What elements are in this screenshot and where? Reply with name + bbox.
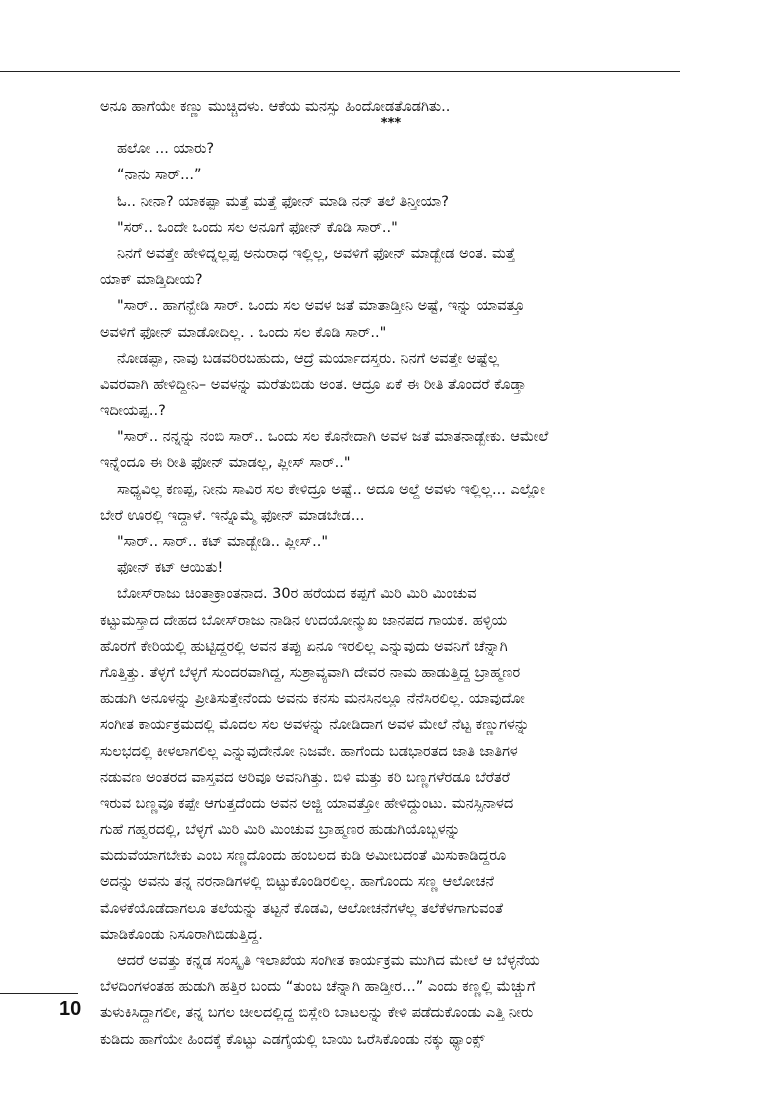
text-line: ಗುಹೆ ಗಹ್ವರದಲ್ಲಿ, ಬೆಳ್ಳಗೆ ಮಿರಿ ಮಿರಿ ಮಿಂಚುವ ಬ್ರಾಹ್ಮಣರ ಹುಡುಗಿಯೊಬ್ಬಳನ್ನು bbox=[100, 822, 461, 839]
text-line: ಅವಳಿಗೆ ಫೋನ್ ಮಾಡೋದಿಲ್ಲ. . ಒಂದು ಸಲ ಕೊಡಿ ಸಾರ್.." bbox=[100, 324, 387, 341]
body-text bbox=[100, 94, 682, 1053]
text-line: ನಿನಗೆ ಅವತ್ತೇ ಹೇಳಿದ್ನಲ್ಲಪ್ಪ ಅನುರಾಧ ಇಲ್ಲಿಲ್ಲ, ಅವಳಿಗೆ ಫೋನ್ ಮಾಡ್ಬೇಡ ಅಂತ. ಮತ್ತೆ bbox=[117, 245, 516, 262]
text-line: ಆದರೆ ಅವತ್ತು ಕನ್ನಡ ಸಂಸ್ಕೃತಿ ಇಲಾಖೆಯ ಸಂಗೀತ ಕಾರ್ಯಕ್ರಮ ಮುಗಿದ ಮೇಲೆ ಆ ಬೆಳ್ಳನೆಯ bbox=[117, 953, 540, 969]
section-break: *** bbox=[380, 116, 402, 132]
text-line: ಅದನ್ನು ಅವನು ತನ್ನ ನರನಾಡಿಗಳಲ್ಲಿ ಬಿಟ್ಟುಕೊಂಡಿರಲಿಲ್ಲ. ಹಾಗೊಂದು ಸಣ್ಣ ಆಲೋಚನೆ bbox=[100, 874, 494, 891]
text-line: ಹೊರಗೆ ಕೇರಿಯಲ್ಲಿ ಹುಟ್ಟಿದ್ದರಲ್ಲಿ ಅವನ ತಪ್ಪು ಏನೂ ಇರಲಿಲ್ಲ ಎನ್ನುವುದು ಅವನಿಗೆ ಚೆನ್ನಾಗಿ bbox=[100, 638, 508, 655]
text-line: "ಸಾರ್.. ನನ್ನನ್ನು ನಂಬಿ ಸಾರ್.. ಒಂದು ಸಲ ಕೊನೇದಾಗಿ ಅವಳ ಜತೆ ಮಾತನಾಡ್ಬೇಕು. ಆಮೇಲೆ bbox=[117, 429, 549, 446]
text-line: ಇನ್ನೆಂದೂ ಈ ರೀತಿ ಫೋನ್ ಮಾಡಲ್ಲ, ಪ್ಲೀಸ್ ಸಾರ್.." bbox=[100, 455, 351, 472]
text-line: ಮೊಳಕೆಯೊಡೆದಾಗಲೂ ತಲೆಯನ್ನು ತಟ್ಟನೆ ಕೊಡವಿ, ಆಲೋಚನೆಗಳೆಲ್ಲ ತಲೆಕೆಳಗಾಗುವಂತೆ bbox=[100, 900, 504, 917]
text-line: ವಿವರವಾಗಿ ಹೇಳಿದ್ದೀನಿ– ಅವಳನ್ನು ಮರೆತುಬಿಡು ಅಂತ. ಆದ್ರೂ ಏಕೆ ಈ ರೀತಿ ತೊಂದರೆ ಕೊಡ್ತಾ bbox=[100, 376, 527, 393]
text-line: ಮಾಡಿಕೊಂಡು ನಿಸೂರಾಗಿಬಿಡುತ್ತಿದ್ದ. bbox=[100, 926, 263, 943]
text-line: ಯಾಕ್ ಮಾಡ್ತಿದೀಯ? bbox=[100, 272, 203, 289]
text-line: ಓ.. ನೀನಾ? ಯಾಕಪ್ಪಾ ಮತ್ತೆ ಮತ್ತೆ ಫೋನ್ ಮಾಡಿ ನನ್ ತಲೆ ತಿನ್ತೀಯಾ? bbox=[117, 193, 449, 210]
text-line: ಬೇರೆ ಊರಲ್ಲಿ ಇದ್ದಾಳೆ. ಇನ್ನೊಮ್ಮೆ ಫೋನ್ ಮಾಡಬೇಡ... bbox=[100, 507, 365, 524]
text-line: ಗೊತ್ತಿತ್ತು. ತೆಳ್ಳಗೆ ಬೆಳ್ಳಗೆ ಸುಂದರವಾಗಿದ್ದ, ಸುಶ್ರಾವ್ಯವಾಗಿ ದೇವರ ನಾಮ ಹಾಡುತ್ತಿದ್ದ ಬ್ರಾಹ್ಮಣರ bbox=[100, 664, 521, 681]
text-line: "ಸಾರ್.. ಸಾರ್.. ಕಟ್ ಮಾಡ್ಬೇಡಿ.. ಪ್ಲೀಸ್.." bbox=[117, 534, 329, 550]
text-line: ಹಲೋ ... ಯಾರು? bbox=[117, 141, 215, 158]
text-line: “ನಾನು ಸಾರ್...” bbox=[117, 167, 202, 184]
text-line: ಕುಡಿದು ಹಾಗೆಯೇ ಹಿಂದಕ್ಕೆ ಕೊಟ್ಟು ಎಡಗೈಯಲ್ಲಿ ಬಾಯಿ ಒರೆಸಿಕೊಂಡು ನಕ್ಕು ಥ್ಯಾಂಕ್ಸ್ bbox=[100, 1031, 485, 1048]
text-line: ಮದುವೆಯಾಗಬೇಕು ಎಂಬ ಸಣ್ಣದೊಂದು ಹಂಬಲದ ಕುಡಿ ಅಮೀಬದಂತೆ ಮಿಸುಕಾಡಿದ್ದರೂ bbox=[100, 848, 507, 865]
text-line: ಬೆಳದಿಂಗಳಂತಹ ಹುಡುಗಿ ಹತ್ತಿರ ಬಂದು “ತುಂಬ ಚೆನ್ನಾಗಿ ಹಾಡ್ತೀರ...” ಎಂದು ಕಣ್ಣಲ್ಲಿ ಮೆಚ್ಚುಗೆ bbox=[100, 979, 536, 996]
text-line: ಇರುವ ಬಣ್ಣವೂ ಕಪ್ಪೇ ಆಗುತ್ತದೆಂದು ಅವನ ಅಜ್ಜಿ ಯಾವತ್ತೋ ಹೇಳಿದ್ದುಂಟು. ಮನಸ್ಸಿನಾಳದ bbox=[100, 795, 514, 812]
text-line: ನೋಡಪ್ಪಾ, ನಾವು ಬಡವರಿರಬಹುದು, ಆದ್ರೆ ಮರ್ಯಾದಸ್ತರು. ನಿನಗೆ ಅವತ್ತೇ ಅಷ್ಟೆಲ್ಲ bbox=[117, 350, 499, 367]
text-line: "ಸಾರ್.. ಹಾಗನ್ಬೇಡಿ ಸಾರ್. ಒಂದು ಸಲ ಅವಳ ಜತೆ ಮಾತಾಡ್ತೀನಿ ಅಷ್ಟೆ, ಇನ್ನು ಯಾವತ್ತೂ bbox=[117, 298, 525, 315]
text-line: ಇದೀಯಪ್ಪ..? bbox=[100, 403, 166, 420]
footer-rule bbox=[0, 993, 78, 994]
text-line: ಕಟ್ಟುಮಸ್ತಾದ ದೇಹದ ಬೋಸ್‌ರಾಜು ನಾಡಿನ ಉದಯೋನ್ಮುಖ ಜಾನಪದ ಗಾಯಕ. ಹಳ್ಳಿಯ bbox=[100, 612, 508, 629]
text-line: ಅನೂ ಹಾಗೆಯೇ ಕಣ್ಣು ಮುಚ್ಚಿದಳು. ಆಕೆಯ ಮನಸ್ಸು ಹಿಂದೋಡತೊಡಗಿತು.. bbox=[100, 99, 451, 115]
text-line: ಫೋನ್ ಕಟ್ ಆಯಿತು! bbox=[117, 560, 224, 577]
header-rule bbox=[0, 71, 680, 72]
text-line: ಸುಲಭದಲ್ಲಿ ಕೀಳಲಾಗಲಿಲ್ಲ ಎನ್ನುವುದೇನೋ ನಿಜವೇ. ಹಾಗೆಂದು ಬಡಭಾರತದ ಜಾತಿ ಜಾತಿಗಳ bbox=[100, 743, 518, 760]
text-line: ನಡುವಣ ಅಂತರದ ವಾಸ್ತವದ ಅರಿವೂ ಅವನಿಗಿತ್ತು. ಬಿಳಿ ಮತ್ತು ಕರಿ ಬಣ್ಣಗಳೆರಡೂ ಬೆರೆತರೆ bbox=[100, 769, 510, 786]
text-line: ತುಳುಕಿಸಿದ್ದಾಗಲೀ, ತನ್ನ ಬಗಲ ಚೀಲದಲ್ಲಿದ್ದ ಬಿಸ್ಲೇರಿ ಬಾಟಲನ್ನು ಕೇಳಿ ಪಡೆದುಕೊಂಡು ಎತ್ತಿ ನೀರು bbox=[100, 1005, 534, 1022]
text-line: "ಸರ್.. ಒಂದೇ ಒಂದು ಸಲ ಅನೂಗೆ ಫೋನ್ ಕೊಡಿ ಸಾರ್.." bbox=[117, 219, 398, 236]
text-line: ಬೋಸ್‌ರಾಜು ಚಿಂತಾಕ್ರಾಂತನಾದ. 30ರ ಹರೆಯದ ಕಪ್ಪಗೆ ಮಿರಿ ಮಿರಿ ಮಿಂಚುವ bbox=[117, 586, 477, 603]
text-line: ಸಾಧ್ಯವಿಲ್ಲ ಕಣಪ್ಪ, ನೀನು ಸಾವಿರ ಸಲ ಕೇಳಿದ್ರೂ ಅಷ್ಟೆ.. ಅದೂ ಅಲ್ದೆ ಅವಳು ಇಲ್ಲಿಲ್ಲ... ಎಲ್ಲೋ bbox=[117, 481, 545, 498]
text-line: ಸಂಗೀತ ಕಾರ್ಯಕ್ರಮದಲ್ಲಿ ಮೊದಲ ಸಲ ಅವಳನ್ನು ನೋಡಿದಾಗ ಅವಳ ಮೇಲೆ ನೆಟ್ಟ ಕಣ್ಣುಗಳನ್ನು bbox=[100, 717, 530, 734]
page-number: 10 bbox=[59, 998, 82, 1020]
text-line: ಹುಡುಗಿ ಅನೂಳನ್ನು ಪ್ರೀತಿಸುತ್ತೇನೆಂದು ಅವನು ಕನಸು ಮನಸಿನಲ್ಲೂ ನೆನೆಸಿರಲಿಲ್ಲ. ಯಾವುದೋ bbox=[100, 691, 525, 708]
